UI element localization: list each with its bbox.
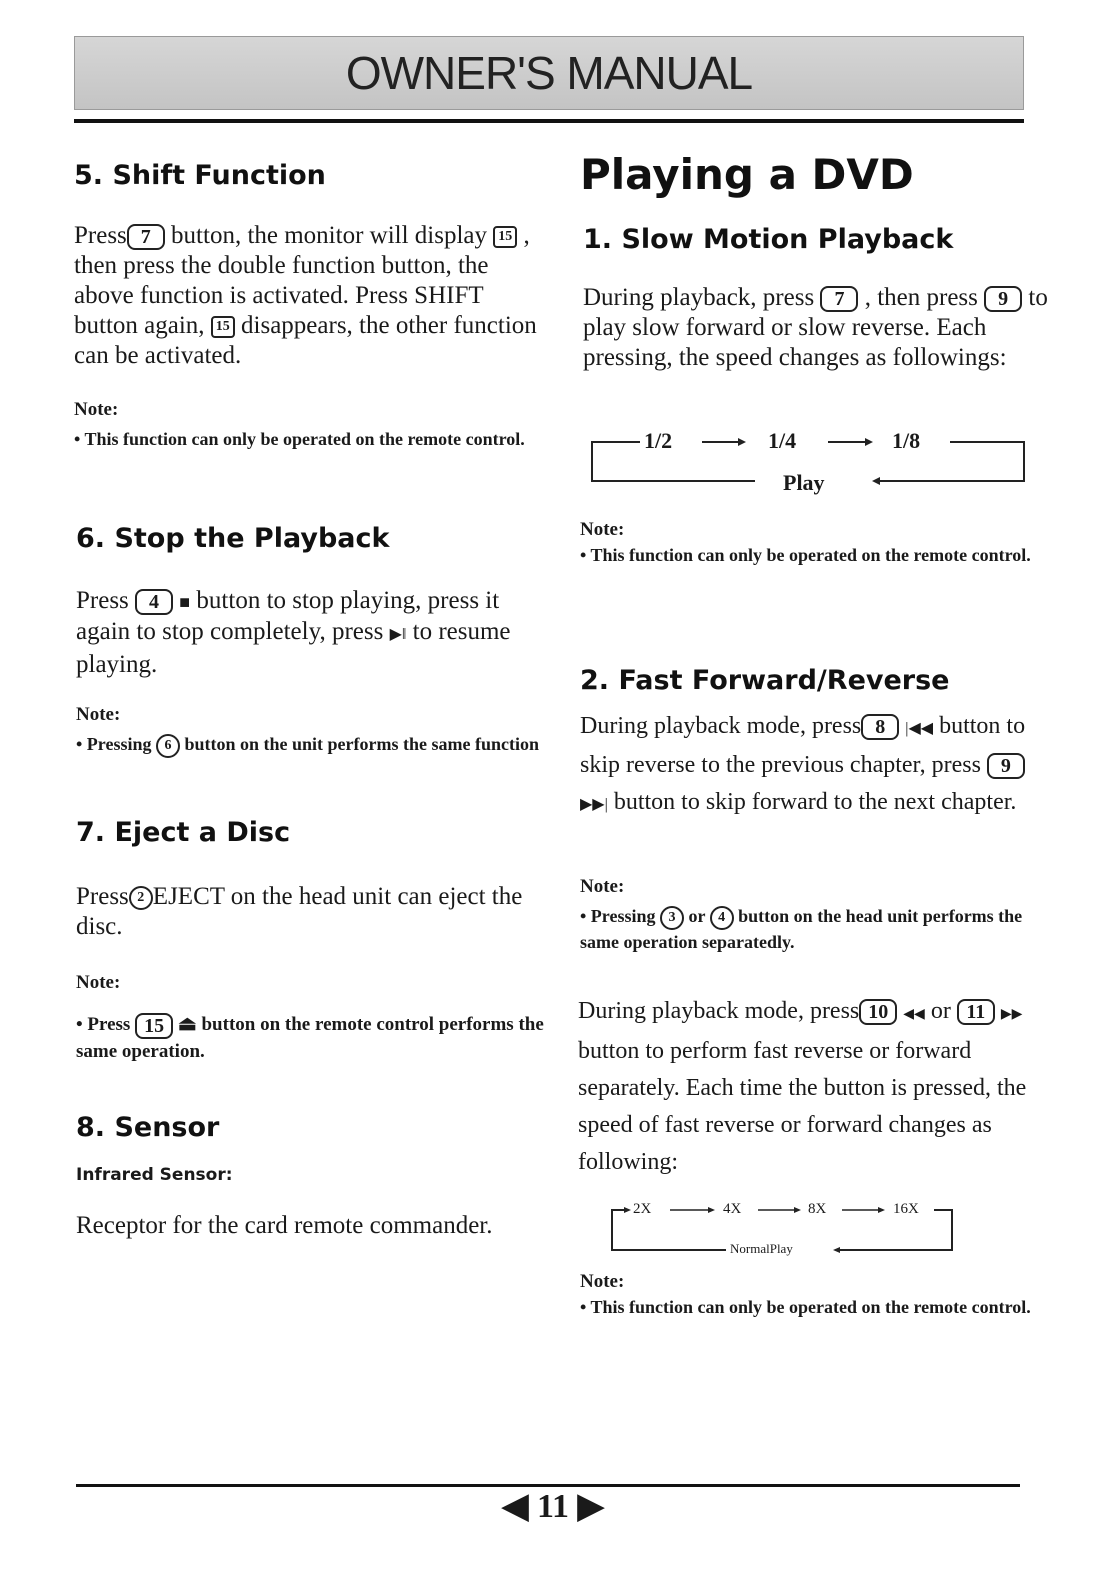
section-title: 1. Slow Motion Playback	[583, 224, 954, 255]
text: • Pressing	[580, 906, 656, 926]
note-text	[76, 732, 546, 758]
fast-forward-icon: ▶▶	[1000, 1007, 1023, 1022]
text: button to skip reverse to the previous chapter, press	[580, 713, 1026, 778]
section-stop-playback	[76, 523, 546, 758]
section-title: 5. Shift Function	[74, 160, 326, 191]
skip-forward-icon: ▶▶|	[580, 796, 608, 813]
remote-key-badge: 8	[861, 714, 899, 740]
section-body	[580, 708, 1050, 823]
manual-title: OWNER'S MANUAL	[345, 47, 753, 99]
text: disappears, the other function can be activated.	[74, 312, 537, 369]
text: EJECT on the head unit can eject the disc.	[76, 883, 523, 940]
speed-label: NormalPlay	[730, 1241, 793, 1256]
note-label: Note:	[580, 876, 625, 897]
slow-motion-speed-diagram	[590, 428, 1030, 498]
section-fast-forward-reverse	[580, 665, 1050, 823]
shift-indicator-icon: 15	[211, 316, 235, 338]
page-number-text: 11	[536, 1488, 570, 1525]
text: button on the head unit performs the same operation separatedly.	[580, 906, 1023, 952]
text: During playback mode, press	[578, 998, 860, 1024]
text: to play slow forward or slow reverse. Each pressing, the speed changes as followings:	[583, 284, 1048, 371]
unit-button-badge: 6	[156, 734, 180, 758]
text: or	[688, 906, 706, 926]
fast-play-paragraph	[578, 993, 1048, 1181]
section-body	[583, 283, 1053, 373]
section-title: 8. Sensor	[76, 1112, 220, 1143]
speed-label: 1/2	[644, 428, 673, 453]
unit-button-badge: 4	[710, 906, 734, 930]
slow-motion-note	[580, 519, 1050, 568]
eject-icon: ⏏	[177, 1013, 197, 1035]
play-pause-icon: ▶‖	[389, 626, 407, 643]
note-text: • This function can only be operated on the remote control.	[580, 545, 1031, 565]
text: Press	[76, 587, 129, 614]
note-label: Note:	[580, 1271, 625, 1292]
remote-key-badge: 7	[820, 286, 858, 312]
text: Press	[74, 222, 127, 249]
section-title: 7. Eject a Disc	[76, 817, 291, 848]
text: button to perform fast reverse or forward separately. Each time the button is pressed, the speed of fast reverse or forward changes as following:	[578, 1038, 1027, 1175]
page-title: Playing a DVD	[580, 150, 914, 199]
playing-dvd-heading	[580, 150, 1050, 199]
note-label: Note:	[76, 972, 121, 993]
speed-label: 1/4	[768, 428, 797, 453]
speed-label: 16X	[893, 1201, 919, 1217]
remote-key-badge: 7	[127, 224, 165, 250]
header-rule	[74, 119, 1024, 123]
shift-indicator-icon: 15	[493, 226, 517, 248]
note-text: • This function can only be operated on the remote control.	[580, 1297, 1031, 1317]
section-eject-disc	[76, 817, 546, 1064]
section-title: 6. Stop the Playback	[76, 523, 390, 554]
page-number	[0, 1486, 1106, 1526]
fast-play-note	[580, 1271, 1050, 1320]
next-page-arrow-icon: ▶	[577, 1488, 604, 1525]
text: or	[930, 998, 951, 1024]
section-shift-function	[74, 160, 544, 452]
text: • Pressing	[76, 734, 152, 754]
section-body	[76, 882, 546, 942]
section-body	[578, 993, 1048, 1181]
remote-key-badge: 11	[957, 999, 995, 1025]
text: button, the monitor will display	[171, 222, 488, 249]
text: button on the unit performs the same function	[184, 734, 539, 754]
text: button to skip forward to the next chapter.	[613, 789, 1017, 815]
skip-note	[580, 876, 1050, 955]
speed-label: 2X	[633, 1201, 652, 1217]
text: • Press	[76, 1014, 131, 1035]
section-title: 2. Fast Forward/Reverse	[580, 665, 950, 696]
stop-icon: ■	[179, 592, 191, 612]
section-body: Receptor for the card remote commander.	[76, 1212, 493, 1239]
section-slow-motion	[583, 224, 1053, 373]
unit-button-badge: 3	[660, 906, 684, 930]
manual-header-banner	[74, 36, 1024, 110]
note-label: Note:	[74, 399, 119, 420]
speed-label: 8X	[808, 1201, 827, 1217]
remote-key-badge: 9	[984, 286, 1022, 312]
speed-label: Play	[783, 470, 825, 495]
text: Press	[76, 883, 129, 910]
text: , then press	[864, 284, 978, 311]
section-body	[74, 221, 544, 371]
section-body	[76, 586, 546, 680]
text: button to stop playing, press it again to stop completely, press	[76, 587, 500, 645]
remote-key-badge: 4	[135, 589, 173, 615]
text: During playback mode, press	[580, 713, 862, 739]
fast-reverse-icon: ◀◀	[903, 1007, 925, 1022]
note-text	[76, 1012, 546, 1064]
remote-key-badge: 10	[859, 999, 897, 1025]
remote-key-badge: 9	[987, 753, 1025, 779]
note-label: Note:	[76, 704, 121, 725]
text: During playback, press	[583, 284, 815, 311]
skip-back-icon: |◀◀	[905, 720, 934, 737]
previous-page-arrow-icon: ◀	[502, 1488, 529, 1525]
unit-button-badge: 2	[129, 886, 153, 910]
note-text: • This function can only be operated on the remote control.	[74, 429, 525, 449]
text: , then press the double function button, the above function is activated. Press SHIFT button again,	[74, 222, 530, 339]
remote-key-badge: 15	[135, 1013, 173, 1039]
section-subtitle: Infrared Sensor:	[76, 1165, 233, 1185]
speed-label: 1/8	[892, 428, 921, 453]
text: to resume playing.	[76, 618, 511, 678]
section-sensor	[76, 1112, 546, 1241]
note-label: Note:	[580, 519, 625, 540]
fast-speed-diagram	[608, 1200, 958, 1260]
note-text	[580, 904, 1050, 955]
speed-label: 4X	[723, 1201, 742, 1217]
text: button on the remote control performs the same operation.	[76, 1014, 544, 1062]
